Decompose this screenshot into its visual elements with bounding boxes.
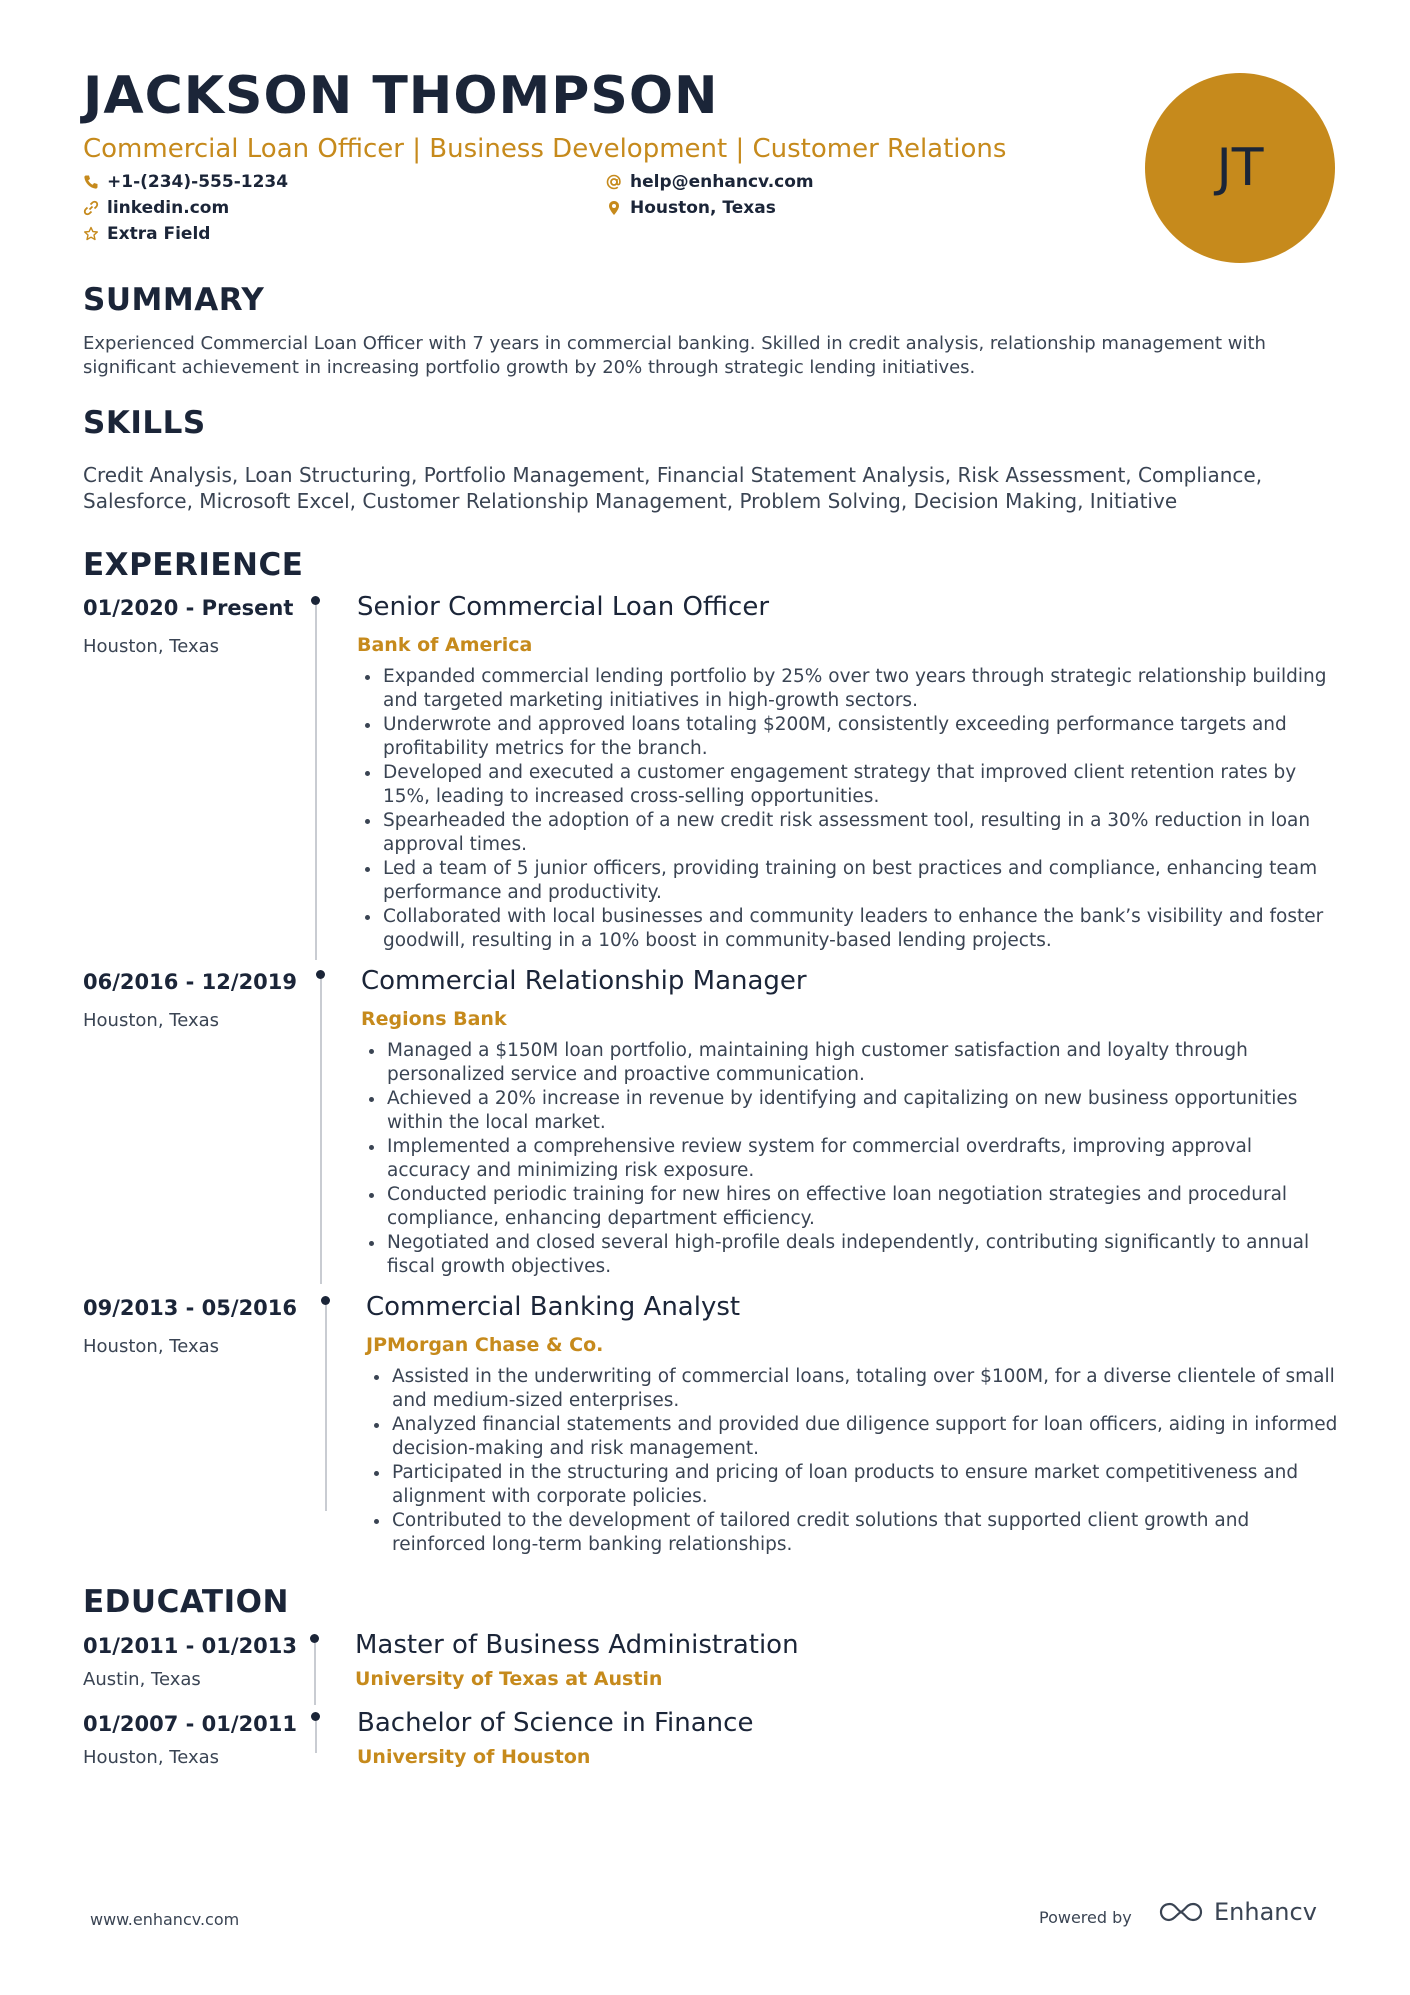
list-item: Contributed to the development of tailored credit solutions that supported client growth and reinforced long-term banking relationships. [370, 1509, 1340, 1557]
list-item: Assisted in the underwriting of commercial loans, totaling over $100M, for a diverse clientele of small and medium-sized enterprises. [370, 1365, 1340, 1413]
brand-name: Enhancv [1214, 1898, 1317, 1926]
contact-extra [83, 224, 210, 244]
linkedin-text: linkedin.com [107, 198, 230, 218]
phone-text: +1-(234)-555-1234 [107, 172, 289, 192]
list-item: Spearheaded the adoption of a new credit risk assessment tool, resulting in a 30% reduction in loan approval times. [361, 809, 1336, 857]
timeline-line [320, 979, 322, 1284]
enhancv-logo[interactable] [1158, 1898, 1317, 1926]
skills-text: Credit Analysis, Loan Structuring, Portfolio Management, Financial Statement Analysis, Risk Assessment, Compliance, Salesforce, Microsoft Excel, Customer Relationship Management, Problem Solving, Decision Making, Initiative [83, 463, 1263, 513]
contact-phone[interactable] [83, 172, 288, 192]
timeline-dot [321, 1296, 330, 1305]
education-school: University of Texas at Austin [355, 1668, 663, 1690]
education-dates: 01/2011 - 01/2013 [83, 1634, 298, 1658]
education-school: University of Houston [357, 1746, 591, 1768]
list-item: Analyzed financial statements and provided due diligence support for loan officers, aiding in informed decision-making and risk management. [370, 1413, 1340, 1461]
phone-icon [83, 174, 99, 190]
timeline-dot [310, 1634, 319, 1643]
candidate-headline: Commercial Loan Officer | Business Development | Customer Relations [83, 134, 1007, 164]
experience-role: Senior Commercial Loan Officer [357, 592, 770, 622]
experience-location: Houston, Texas [83, 1010, 220, 1031]
experience-company: Regions Bank [361, 1008, 507, 1030]
list-item: Conducted periodic training for new hires on effective loan negotiation strategies and procedural compliance, enhancing department efficiency. [365, 1183, 1340, 1231]
list-item: Underwrote and approved loans totaling $200M, consistently exceeding performance targets and profitability metrics for the branch. [361, 713, 1336, 761]
list-item: Participated in the structuring and pricing of loan products to ensure market competitiveness and alignment with corporate policies. [370, 1461, 1340, 1509]
list-item: Negotiated and closed several high-profile deals independently, contributing significantly to annual fiscal growth objectives. [365, 1231, 1340, 1279]
list-item: Collaborated with local businesses and community leaders to enhance the bank’s visibility and foster goodwill, resulting in a 10% boost in community-based lending projects. [361, 905, 1336, 953]
skills-heading: SKILLS [83, 405, 206, 441]
experience-bullets [361, 665, 1336, 953]
map-pin-icon [606, 200, 622, 216]
summary-heading: SUMMARY [83, 282, 265, 318]
experience-dates: 01/2020 - Present [83, 596, 294, 620]
education-degree: Master of Business Administration [355, 1630, 799, 1660]
experience-bullets [365, 1039, 1340, 1279]
experience-company: Bank of America [357, 634, 533, 656]
experience-company: JPMorgan Chase & Co. [366, 1334, 604, 1356]
list-item: Developed and executed a customer engagement strategy that improved client retention rates by 15%, leading to increased cross-selling opportunities. [361, 761, 1336, 809]
candidate-name: JACKSON THOMPSON [83, 66, 719, 126]
summary-text: Experienced Commercial Loan Officer with 7 years in commercial banking. Skilled in credit analysis, relationship management with significant achievement in increasing portfolio growth by 20% through strategic lending initiatives. [83, 333, 1266, 378]
timeline-line [315, 1721, 317, 1753]
experience-role: Commercial Relationship Manager [361, 966, 807, 996]
star-icon [83, 226, 99, 242]
education-heading: EDUCATION [83, 1584, 289, 1620]
list-item: Implemented a comprehensive review system for commercial overdrafts, improving approval accuracy and minimizing risk exposure. [365, 1135, 1340, 1183]
experience-location: Houston, Texas [83, 1336, 220, 1357]
experience-heading: EXPERIENCE [83, 547, 304, 583]
avatar [1145, 73, 1335, 263]
timeline-line [315, 605, 317, 960]
experience-location: Houston, Texas [83, 636, 220, 657]
list-item: Managed a $150M loan portfolio, maintaining high customer satisfaction and loyalty through personalized service and proactive communication. [365, 1039, 1340, 1087]
at-sign-icon [606, 174, 622, 190]
education-location: Houston, Texas [83, 1747, 220, 1768]
link-icon [83, 200, 99, 216]
contact-linkedin[interactable] [83, 198, 229, 218]
timeline-dot [311, 596, 320, 605]
footer-website[interactable]: www.enhancv.com [90, 1910, 240, 1929]
experience-dates: 09/2013 - 05/2016 [83, 1296, 298, 1320]
contact-location [606, 198, 776, 218]
timeline-line [314, 1643, 316, 1705]
list-item: Achieved a 20% increase in revenue by identifying and capitalizing on new business opportunities within the local market. [365, 1087, 1340, 1135]
timeline-dot [316, 970, 325, 979]
infinity-logo-icon [1158, 1900, 1204, 1924]
email-text: help@enhancv.com [630, 172, 814, 192]
extra-field-text: Extra Field [107, 224, 211, 244]
powered-by-label: Powered by [1039, 1908, 1132, 1927]
experience-role: Commercial Banking Analyst [366, 1292, 741, 1322]
list-item: Expanded commercial lending portfolio by 25% over two years through strategic relationship building and targeted marketing initiatives in high-growth sectors. [361, 665, 1336, 713]
experience-dates: 06/2016 - 12/2019 [83, 970, 298, 994]
avatar-initials: JT [1216, 138, 1264, 198]
list-item: Led a team of 5 junior officers, providing training on best practices and compliance, enhancing team performance and productivity. [361, 857, 1336, 905]
timeline-dot [311, 1712, 320, 1721]
education-location: Austin, Texas [83, 1669, 201, 1690]
education-degree: Bachelor of Science in Finance [357, 1708, 754, 1738]
education-dates: 01/2007 - 01/2011 [83, 1712, 298, 1736]
contact-email[interactable] [606, 172, 814, 192]
timeline-line [325, 1305, 327, 1511]
experience-bullets [370, 1365, 1340, 1557]
location-text: Houston, Texas [630, 198, 776, 218]
